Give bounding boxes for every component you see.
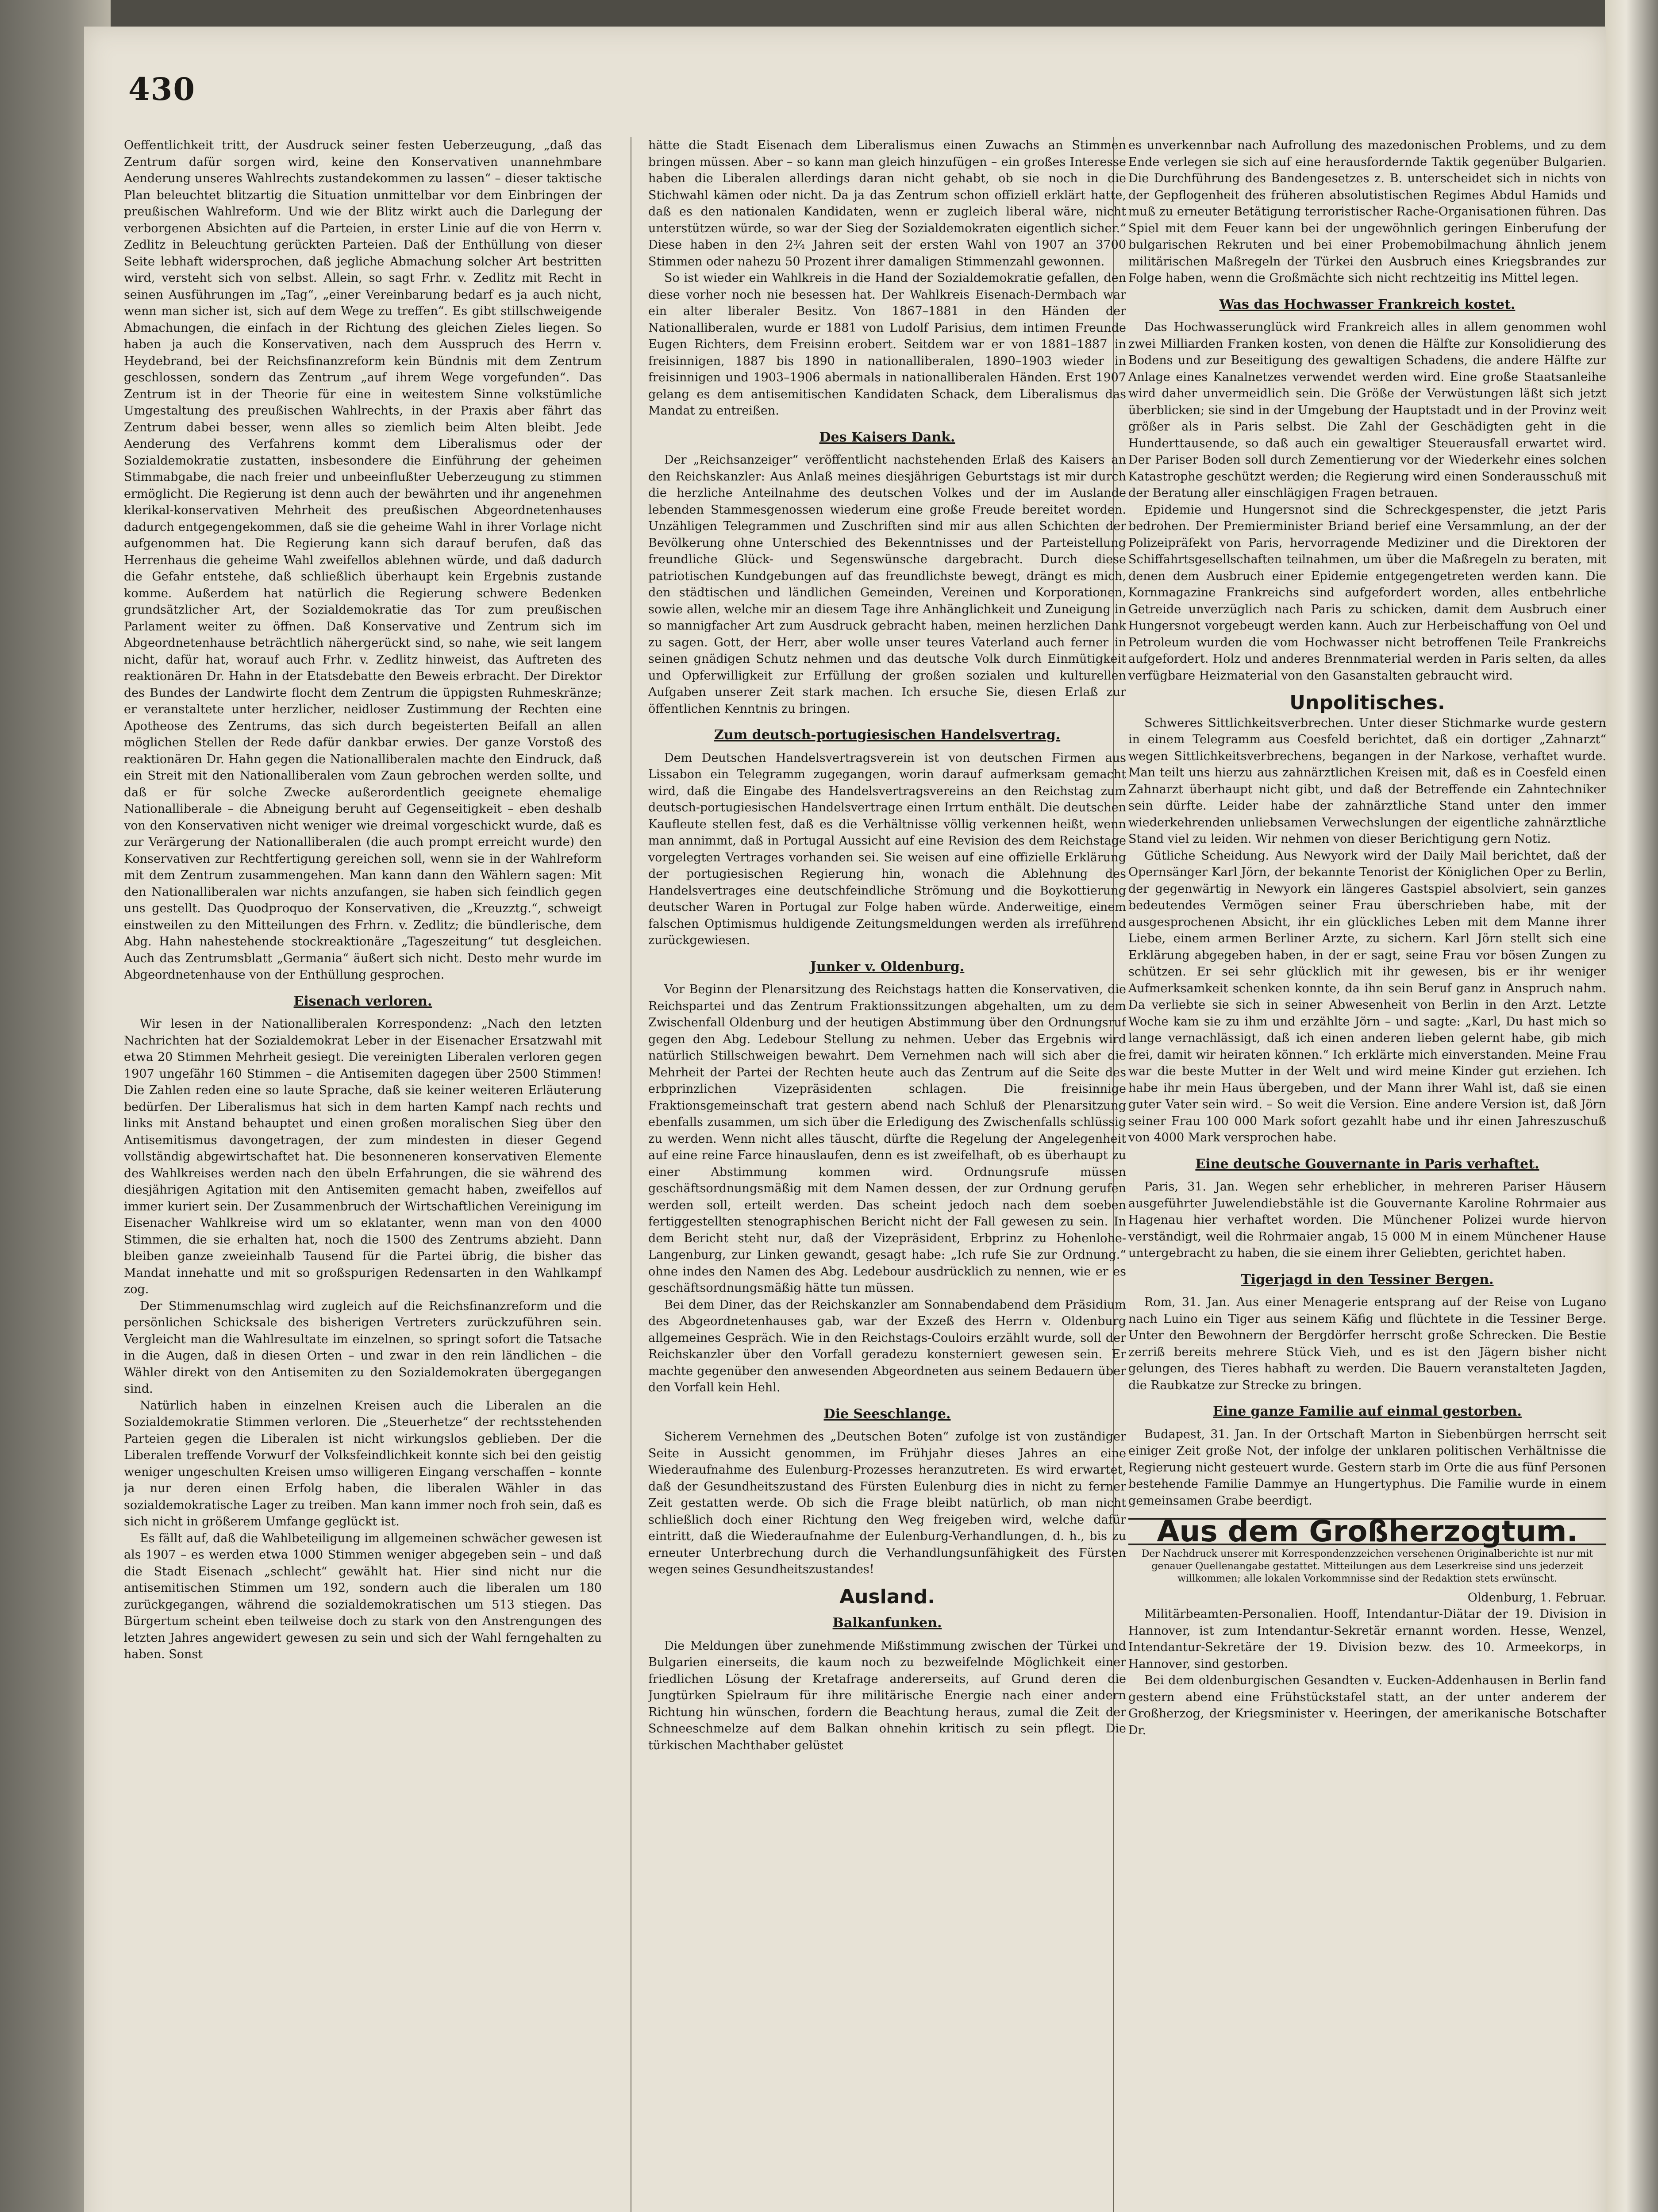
section-heading: Eine ganze Familie auf einmal gestorben. — [1213, 1404, 1522, 1419]
article-paragraph: Gütliche Scheidung. Aus Newyork wird der Daily Mail berichtet, daß der Opernsänger Karl Jörn, der bekannte Tenorist der Königlichen Oper zu Berlin, der gegenwärtig in Newyork ein längeres Gastspiel absolviert, sein ganzes bedeutendes Vermögen seiner Frau überschrieben habe, mit der ausgesprochenen Absicht, ihr ein glückliches Leben mit dem Manne ihrer Liebe, einem armen Berliner Arzte, zu sichern. Karl Jörn stellt sich eine Erklärung abgegeben haben, in der er sagt, seine Frau vor bösen Zungen zu schützen. Er sei sehr glücklich mit ihr gewesen, bis er ihr weniger Aufmerksamkeit schenken konnte, da ihn sein Beruf ganz in Anspruch nahm. Da verliebte sie sich in seiner Abwesenheit von Berlin in den Arzt. Letzte Woche kam sie zu ihm und erzählte Jörn – und sagte: „Karl, Du hast mich so lange vernachlässigt, daß ich einen anderen lieben gelernt habe, gib mich frei, damit wir heiraten können.“ Ich erklärte mich einverstanden. Meine Frau war die beste Mutter in der Welt und wird meine Kinder gut erziehen. Ich habe ihr mein Haus übergeben, und der Mann ihrer Wahl ist, daß sie einen guter Vater sein wird. – So weit die Version. Eine andere Version ist, daß Jörn seiner Frau 100 000 Mark sofort gezahlt habe und ihr einen Jahreszuschuß von 4000 Mark versprochen habe. — [1128, 849, 1606, 1144]
column-2 — [648, 137, 1126, 2212]
section-heading: Balkanfunken. — [832, 1615, 942, 1631]
section-heading: Eisenach verloren. — [293, 993, 432, 1009]
department-heading: Ausland. — [839, 1585, 935, 1608]
article-paragraph: Bei dem oldenburgischen Gesandten v. Eucken-Addenhausen in Berlin fand gestern abend eine Frühstückstafel statt, an der unter anderem der Großherzog, der Kriegsminister v. Heeringen, der amerikanische Botschafter Dr. — [1128, 1674, 1606, 1737]
article-paragraph: Paris, 31. Jan. Wegen sehr erheblicher, in mehreren Pariser Häusern ausgeführter Juwelendiebstähle ist die Gouvernante Karoline Rohrmaier aus Hagenau hier verhaftet worden. Die Münchener Polizei wurde hiervon verständigt, weil die Rohrmaier angab, 15 000 M in einem Münchener Hause untergebracht zu haben, die sie einem ihrer Geliebten, gerichtet haben. — [1128, 1180, 1606, 1260]
article-paragraph: Bei dem Diner, das der Reichskanzler am Sonnabendabend dem Präsidium des Abgeordnetenhauses gab, war der Exzeß des Herrn v. Oldenburg allgemeines Gespräch. Wie in den Reichstags-Couloirs erzählt wurde, soll der Reichskanzler über den Vorfall geradezu konsterniert gewesen sein. Er machte gegenüber den anwesenden Abgeordneten aus seinem Bedauern über den Vorfall kein Hehl. — [648, 1298, 1126, 1394]
section-heading: Des Kaisers Dank. — [819, 429, 955, 445]
article-paragraph: Schweres Sittlichkeitsverbrechen. Unter dieser Stichmarke wurde gestern in einem Telegramm aus Coesfeld berichtet, daß ein dortiger „Zahnarzt“ wegen Sittlichkeitsverbrechens, begangen in der Narkose, verhaftet wurde. Man teilt uns hierzu aus zahnärztlichen Kreisen mit, daß es in Coesfeld einen Zahnarzt überhaupt nicht gibt, und daß der Betreffende ein Zahntechniker sein dürfte. Leider habe der zahnärztliche Stand unter den immer wiederkehrenden unliebsamen Verwechslungen der eigentliche zahnärztliche Stand viel zu leiden. Wir nehmen von dieser Berichtigung gern Notiz. — [1128, 716, 1606, 846]
article-paragraph: Der Stimmenumschlag wird zugleich auf die Reichsfinanzreform und die persönlichen Schicksale des bisherigen Vertreters zurückzuführen sein. Vergleicht man die Wahlresultate im einzelnen, so springt sofort die Tatsache in die Augen, daß in diesen Orten – und zwar in den rein ländlichen – die Wähler direkt von den Antisemiten zu den Sozialdemokraten übergegangen sind. — [124, 1299, 602, 1396]
section-heading: Tigerjagd in den Tessiner Bergen. — [1241, 1271, 1494, 1287]
article-paragraph: Militärbeamten-Personalien. Hooff, Intendantur-Diätar der 19. Division in Hannover, ist zum Intendantur-Sekretär ernannt worden. Hesse, Wenzel, Intendantur-Sekretäre der 19. Division bezw. des 10. Armeekorps, in Hannover, sind gestorben. — [1128, 1607, 1606, 1671]
article-paragraph: Natürlich haben in einzelnen Kreisen auch die Liberalen an die Sozialdemokratie Stimmen verloren. Die „Steuerhetze“ der rechtsstehenden Parteien gegen die Liberalen ist nicht wirkungslos geblieben. Der die Liberalen treffende Vorwurf der Volksfeindlichkeit konnte sich bei den geistig weniger ungeschulten Kreisen umso willigeren Eingang verschaffen – konnte ja nur deren einen Erfolg haben, die liberalen Wähler in das sozialdemokratische Lager zu treiben. Man kann immer noch froh sein, daß es sich nicht in größerem Umfange geglückt ist. — [124, 1398, 602, 1528]
article-paragraph: es unverkennbar nach Aufrollung des mazedonischen Problems, und zu dem Ende verlegen sie sich auf eine herausfordernde Taktik gegenüber Bulgarien. Die Durchführung des Bandengesetzes z. B. unterscheidet sich in nichts von der Gepflogenheit des früheren absolutistischen Regimes Abdul Hamids und muß zu erneuter Betätigung terroristischer Rache-Organisationen führen. Das Spiel mit dem Feuer kann bei der ungewöhnlich geringen Einberufung der bulgarischen Rekruten und bei einer Probemobilmachung ähnlich jenem militärischen Maßregeln der Türkei den Ausbruch eines Kriegsbrandes zur Folge haben, wenn die Großmächte sich nicht rechtzeitig ins Mittel legen. — [1128, 138, 1606, 285]
dateline: Oldenburg, 1. Februar. — [1467, 1590, 1606, 1605]
section-heading: Junker v. Oldenburg. — [810, 959, 965, 975]
department-heading: Unpolitisches. — [1289, 691, 1445, 714]
article-paragraph: Budapest, 31. Jan. In der Ortschaft Marton in Siebenbürgen herrscht seit einiger Zeit große Not, der infolge der unklaren politischen Verhältnisse die Regierung nicht gesteuert wurde. Gestern starb im Orte die aus fünf Personen bestehende Familie Dammye an Hungertyphus. Die Familie wurde in einem gemeinsamen Grabe beerdigt. — [1128, 1427, 1606, 1508]
column-3 — [1128, 137, 1606, 2212]
article-paragraph: hätte die Stadt Eisenach dem Liberalismus einen Zuwachs an Stimmen bringen müssen. Aber – so kann man gleich hinzufügen – ein großes Interesse haben die Liberalen allerdings daran nicht gehabt, ob sie noch in die Stichwahl kämen oder nicht. Da ja das Zentrum schon offiziell erklärt hatte, daß es den nationalen Kandidaten, wenn er zugleich liberal wäre, nicht unterstützen würde, so war der Sieg der Sozialdemokraten eigentlich sicher.“ Diese haben in den 2¾ Jahren seit der ersten Wahl von 1907 an 3700 Stimmen oder nahezu 50 Prozent ihrer damaligen Stimmenzahl gewonnen. — [648, 138, 1126, 269]
article-paragraph: Sicherem Vernehmen des „Deutschen Boten“ zufolge ist von zuständiger Seite in Aussicht genommen, im Frühjahr dieses Jahres an eine Wiederaufnahme des Eulenburg-Prozesses heranzutreten. Es wird erwartet, daß der Gesundheitszustand des Fürsten Eulenburg dies in nicht zu ferner Zeit gestatten werde. Ob sich die Frage bleibt natürlich, ob man nicht schließlich doch einer Richtung den Weg freigeben wird, welche dafür eintritt, daß die Wiederaufnahme der Eulenburg-Verhandlungen, d. h., bis zu erneuter Unterbrechung durch die Verhandlungsunfähigkeit des Fürsten wegen seines Gesundheitszustandes! — [648, 1430, 1126, 1576]
article-paragraph: Der „Reichsanzeiger“ veröffentlicht nachstehenden Erlaß des Kaisers an den Reichskanzler: Aus Anlaß meines diesjährigen Geburtstags ist mir durch die herzliche Anteilnahme des deutschen Volkes und der im Auslande lebenden Stammesgenossen wiederum eine große Freude bereitet worden. Unzähligen Telegrammen und Zuschriften sind mir aus allen Schichten der Bevölkerung ohne Unterschied des Bekenntnisses und der Parteistellung freundliche Glück- und Segenswünsche dargebracht. Durch diese patriotischen Kundgebungen auf das freundlichste bewegt, drängt es mich, den städtischen und ländlichen Gemeinden, Vereinen und Korporationen, sowie allen, welche mir an diesem Tage ihre Anhänglichkeit und Zuneigung in so mannigfacher Art zum Ausdruck gebracht haben, meinen herzlichen Dank zu sagen. Gott, der Herr, aber wolle unser teures Vaterland auch ferner in seinen gnädigen Schutz nehmen und das deutsche Volk durch Einmütigkeit und Opferwilligkeit zur Erfüllung der großen sozialen und kulturellen Aufgaben unserer Zeit stark machen. Ich ersuche Sie, diesen Erlaß zur öffentlichen Kenntnis zu bringen. — [648, 453, 1126, 716]
section-banner: Aus dem Großherzogtum. — [1128, 1518, 1606, 1545]
section-heading: Eine deutsche Gouvernante in Paris verhaftet. — [1195, 1156, 1539, 1172]
article-paragraph: Es fällt auf, daß die Wahlbeteiligung im allgemeinen schwächer gewesen ist als 1907 – es werden etwa 1000 Stimmen weniger abgegeben sein – und daß die Stadt Eisenach „schlecht“ gewählt hat. Hier sind nicht nur die antisemitischen Stimmen um 192, sondern auch die liberalen um 180 zurückgegangen, während die sozialdemokratischen um 513 stiegen. Das Bürgertum scheint eben teilweise doch zu stark von den Anstrengungen des letzten Jahres angewidert gewesen zu sein und sich der Wahl ferngehalten zu haben. Sonst — [124, 1531, 602, 1661]
article-paragraph: Vor Beginn der Plenarsitzung des Reichstags hatten die Konservativen, die Reichspartei und das Zentrum Fraktionssitzungen abgehalten, um zu dem Zwischenfall Oldenburg und der heutigen Abstimmung über den Ordnungsruf gegen den Abg. Ledebour Stellung zu nehmen. Ueber das Ergebnis wird natürlich Stillschweigen bewahrt. Dem Vernehmen nach will sich aber die Mehrheit der Partei der Rechten heute auch das Zentrum auf die Seite des erbprinzlichen Vizepräsidenten schlagen. Die freisinnige Fraktionsgemeinschaft trat gestern abend nach Schluß der Plenarsitzung ebenfalls zusammen, um sich über die Erledigung des Zwischenfalls schlüssig zu werden. Wenn nicht alles täuscht, dürfte die Regelung der Angelegenheit auf eine reine Farce hinauslaufen, denn es ist zweifelhaft, ob es überhaupt zu einer Abstimmung kommen wird. Ordnungsrufe müssen geschäftsordnungsmäßig mit dem Namen dessen, der zur Ordnung gerufen werden soll, erteilt werden. Das scheint jedoch nach dem soeben fertiggestellten stenographischen Bericht nicht der Fall gewesen zu sein. In dem Bericht steht nur, daß der Vizepräsident, Erbprinz zu Hohenlohe-Langenburg, zur Linken gewandt, gesagt habe: „Ich rufe Sie zur Ordnung.“ ohne indes den Namen des Abg. Ledebour ausdrücklich zu nennen, wie er es geschäftsordnungsmäßig hätte tun müssen. — [648, 983, 1126, 1295]
article-paragraph: Dem Deutschen Handelsvertragsverein ist von deutschen Firmen aus Lissabon ein Telegramm zugegangen, worin darauf aufmerksam gemacht wird, daß die Eingabe des Handelsvertragsvereins an den Reichstag zum deutsch-portugiesischen Handelsvertrage einen Irrtum enthält. Die deutschen Kaufleute stellen fest, daß es die Verhältnisse völlig verkennen heißt, wenn man annimmt, daß in Portugal Aussicht auf eine Revision des dem Reichstage vorgelegten Vertrages vorhanden sei. Sie weisen auf eine offizielle Erklärung der portugiesischen Regierung hin, wonach die Ablehnung des Handelsvertrages eine deutschfeindliche Strömung und die Boykottierung deutscher Waren in Portugal zur Folge haben würde. Anderweitige, einem falschen Optimismus huldigende Zeitungsmeldungen werden als irreführend zurückgewiesen. — [648, 751, 1126, 947]
page-number: 430 — [128, 71, 196, 108]
article-paragraph: So ist wieder ein Wahlkreis in die Hand der Sozialdemokratie gefallen, den diese vorher noch nie besessen hat. Der Wahlkreis Eisenach-Dermbach war ein alter liberaler Besitz. Von 1867–1881 in den Händen der Nationalliberalen, wurde er 1881 von Ludolf Parisius, dem intimen Freunde Eugen Richters, dem Freisinn erobert. Seitdem war er von 1881–1887 in freisinnigen, 1887 bis 1890 in nationalliberalen, 1890–1903 wieder in freisinnigen und 1903–1906 abermals in nationalliberalen Händen. Erst 1907 gelang es dem antisemitischen Kandidaten Schack, dem Liberalismus das Mandat zu entreißen. — [648, 271, 1126, 418]
newspaper-page — [84, 27, 1606, 2212]
article-paragraph: Das Hochwasserunglück wird Frankreich alles in allem genommen wohl zwei Milliarden Franken kosten, von denen die Hälfte zur Konsolidierung des Bodens und zur Beseitigung des gewaltigen Schadens, die andere Hälfte zur Anlage eines Kanalnetzes verwendet werden wird. Eine große Staatsanleihe wird daher unvermeidlich sein. Die Größe der Verwüstungen läßt sich jetzt überblicken; sie sind in der Umgebung der Hauptstadt und in der Provinz weit größer als in Paris selbst. Die Zahl der Geschädigten geht in die Hunderttausende, so daß auch ein gewaltiger Steuerausfall erwartet wird. Der Pariser Boden soll durch Zementierung vor der Wiederkehr eines solchen Katastrophe geschützt werden; die Regierung wird einen Sonderausschuß mit der Beratung aller einschlägigen Fragen betrauen. — [1128, 320, 1606, 500]
article-paragraph: Wir lesen in der Nationalliberalen Korrespondenz: „Nach den letzten Nachrichten hat der Sozialdemokrat Leber in der Eisenacher Ersatzwahl mit etwa 20 Stimmen Mehrheit gesiegt. Die vereinigten Liberalen verloren gegen 1907 ungefähr 160 Stimmen – die Antisemiten dagegen über 2500 Stimmen! Die Zahlen reden eine so laute Sprache, daß sie keiner weiteren Erläuterung bedürfen. Der Liberalismus hat sich in dem harten Kampf nach rechts und links mit Anstand behauptet und einen großen moralischen Sieg über den Antisemitismus davongetragen, der zum mindesten in dieser Gegend vollständig abgewirtschaftet hat. Die besonneneren konservativen Elemente des Wahlkreises werden nach den übeln Erfahrungen, die sie während des diesjährigen Agitation mit den Antisemiten gemacht haben, zweifellos auf immer kuriert sein. Der Zusammenbruch der Wirtschaftlichen Vereinigung im Eisenacher Wahlkreise wird um so eklatanter, wenn man von den 4000 Stimmen, die sie erhalten hat, noch die 1500 des Zentrums abzieht. Dann bleiben ganze zweieinhalb Tausend für die Partei übrig, die bisher das Mandat innehatte und mit so großspurigen Redensarten in den Wahlkampf zog. — [124, 1017, 602, 1296]
section-heading: Was das Hochwasser Frankreich kostet. — [1219, 296, 1516, 312]
reprint-note: Der Nachdruck unserer mit Korrespondenzzeichen versehenen Originalberichte ist nur mit genauer Quellenangabe gestattet. Mitteilungen aus dem Leserkreise sind uns jederzeit willkommen; alle lokalen Vorkommnisse sind der Redaktion stets erwünscht. — [1141, 1548, 1593, 1584]
column-1 — [124, 137, 602, 2212]
section-heading: Die Seeschlange. — [823, 1406, 951, 1422]
page-edge — [1605, 0, 1658, 2212]
section-heading: Zum deutsch-portugiesischen Handelsvertrag. — [714, 727, 1061, 743]
article-paragraph: Die Meldungen über zunehmende Mißstimmung zwischen der Türkei und Bulgarien einerseits, die kaum noch zu bezweifelnde Möglichkeit einer friedlichen Lösung der Kretafrage andererseits, auf Grund deren die Jungtürken Spielraum für ihre militärische Energie nach einer andern Richtung hin wünschen, fordern die Beachtung heraus, zumal die Zeit der Schneeschmelze auf dem Balkan ohnehin kritisch zu sein pflegt. Die türkischen Machthaber gelüstet — [648, 1639, 1126, 1752]
article-paragraph: Oeffentlichkeit tritt, der Ausdruck seiner festen Ueberzeugung, „daß das Zentrum dafür sorgen wird, keine den Konservativen unannehmbare Aenderung unseres Wahlrechts zustandekommen zu lassen“ – dieser taktische Plan beleuchtet blitzartig die Situation unmittelbar vor dem Einbringen der preußischen Wahlreform. Und wie der Blitz wirkt auch die Darlegung der verborgenen Absichten auf die Parteien, in erster Linie auf die von Herrn v. Zedlitz in Beleuchtung gerückten Parteien. Daß der Enthüllung von dieser Seite lebhaft widersprochen, daß jegliche Abmachung solcher Art bestritten wird, versteht sich von selbst. Allein, so sagt Frhr. v. Zedlitz mit Recht in seinen Ausführungen im „Tag“, „einer Vereinbarung bedarf es ja auch nicht, wenn man sicher ist, sich auf dem Wege zu treffen“. Es gibt stillschweigende Abmachungen, die einfach in der Richtung des gleichen Zieles liegen. So haben ja auch die Konservativen, nach dem Ausspruch des Herrn v. Heydebrand, bei der Reichsfinanzreform kein Bündnis mit dem Zentrum geschlossen, sondern das Zentrum „auf ihrem Wege vorgefunden“. Das Zentrum ist in der Theorie für eine in weitestem Sinne volkstümliche Umgestaltung des preußischen Wahlrechts, in der Praxis aber fährt das Zentrum dabei besser, wenn alles so ziemlich beim Alten bleibt. Jede Aenderung des Verfahrens kommt dem Liberalismus oder der Sozialdemokratie zustatten, insbesondere die Einführung der geheimen Stimmabgabe, die nach freier und unbeeinflußter Ueberzeugung zu stimmen ermöglicht. Die Regierung ist denn auch der bewährten und ihr angenehmen klerikal-konservativen Mehrheit des preußischen Abgeordnetenhauses dadurch entgegengekommen, daß sie die geheime Wahl in ihrer Vorlage nicht aufgenommen hat. Die Regierung kann sich darauf berufen, daß das Herrenhaus die geheime Wahl zweifellos ablehnen würde, und daß dadurch die Gefahr entstehe, daß schließlich überhaupt kein Ergebnis zustande komme. Außerdem hat natürlich die Regierung schwere Bedenken grundsätzlicher Art, der Sozialdemokratie das Tor zum preußischen Parlament weiter zu öffnen. Daß Konservative und Zentrum sich im Abgeordnetenhause beträchtlich nähergerückt sind, so nahe, wie seit langem nicht, dafür hat, worauf auch Frhr. v. Zedlitz hinweist, das Auftreten des reaktionären Dr. Hahn in der Etatsdebatte den Beweis erbracht. Der Direktor des Bundes der Landwirte flocht dem Zentrum die üppigsten Ruhmeskränze; er veranstaltete unter herzlicher, neidloser Zustimmung der Rechten eine Apotheose des Zentrums, das sich durch begeisterten Beifall an allen möglichen Stellen der Rede dafür dankbar erwies. Der ganze Vorstoß des reaktionären Dr. Hahn gegen die Nationalliberalen machte den Eindruck, daß ein Streit mit den Nationalliberalen vom Zaun gebrochen werden sollte, und daß er für solche Zwecke außerordentlich geeignete ehemalige Nationalliberale – die Abneigung beruht auf Gegenseitigkeit – eben deshalb von den Konservativen nicht weniger wie dreimal vorgeschickt wurde, daß es zur Verärgerung der Nationalliberalen (die auch prompt erreicht wurde) den Konservativen zur Rechtfertigung gereichen soll, wenn sie in der Wahlreform mit dem Zentrum zusammengehen. Man kann dann den Wählern sagen: Mit den Nationalliberalen war nichts anzufangen, sie haben sich feindlich gegen uns gestellt. Das Quodproquo der Konservativen, die „Kreuzztg.“, schweigt einstweilen zu den Mitteilungen des Frhrn. v. Zedlitz; die bündlerische, dem Abg. Hahn nahestehende stockreaktionäre „Tageszeitung“ tut desgleichen. Auch das Zentrumsblatt „Germania“ äußert sich nicht. Desto mehr wurde im Abgeordnetenhause von der Enthüllung gesprochen. — [124, 138, 602, 982]
article-paragraph: Rom, 31. Jan. Aus einer Menagerie entsprang auf der Reise von Lugano nach Luino ein Tiger aus seinem Käfig und flüchtete in die Tessiner Berge. Unter den Bewohnern der Bergdörfer herrscht große Schrecken. Die Bestie zerriß bereits mehrere Stück Vieh, und es ist den Jägern bisher nicht gelungen, des Tieres habhaft zu werden. Die Bauern veranstalteten Jagden, die Raubkatze zur Strecke zu bringen. — [1128, 1295, 1606, 1392]
article-paragraph: Epidemie und Hungersnot sind die Schreckgespenster, die jetzt Paris bedrohen. Der Premierminister Briand berief eine Versammlung, an der der Polizeipräfekt von Paris, hervorragende Mediziner und die Direktoren der Schiffahrtsgesellschaften teilnahmen, um über die Maßregeln zu beraten, mit denen dem Ausbruch einer Epidemie entgegengetreten werden kann. Die Kornmagazine Frankreichs sind aufgefordert worden, alles entbehrliche Getreide unverzüglich nach Paris zu schicken, damit dem Ausbruch einer Hungersnot vorgebeugt werden kann. Auch zur Herbeischaffung von Oel und Petroleum wurden die vom Hochwasser nicht betroffenen Teile Frankreichs aufgefordert. Holz und anderes Brennmaterial werden in Paris selten, da alles verfügbare Heizmaterial von den Gasanstalten gebraucht wird. — [1128, 503, 1606, 683]
